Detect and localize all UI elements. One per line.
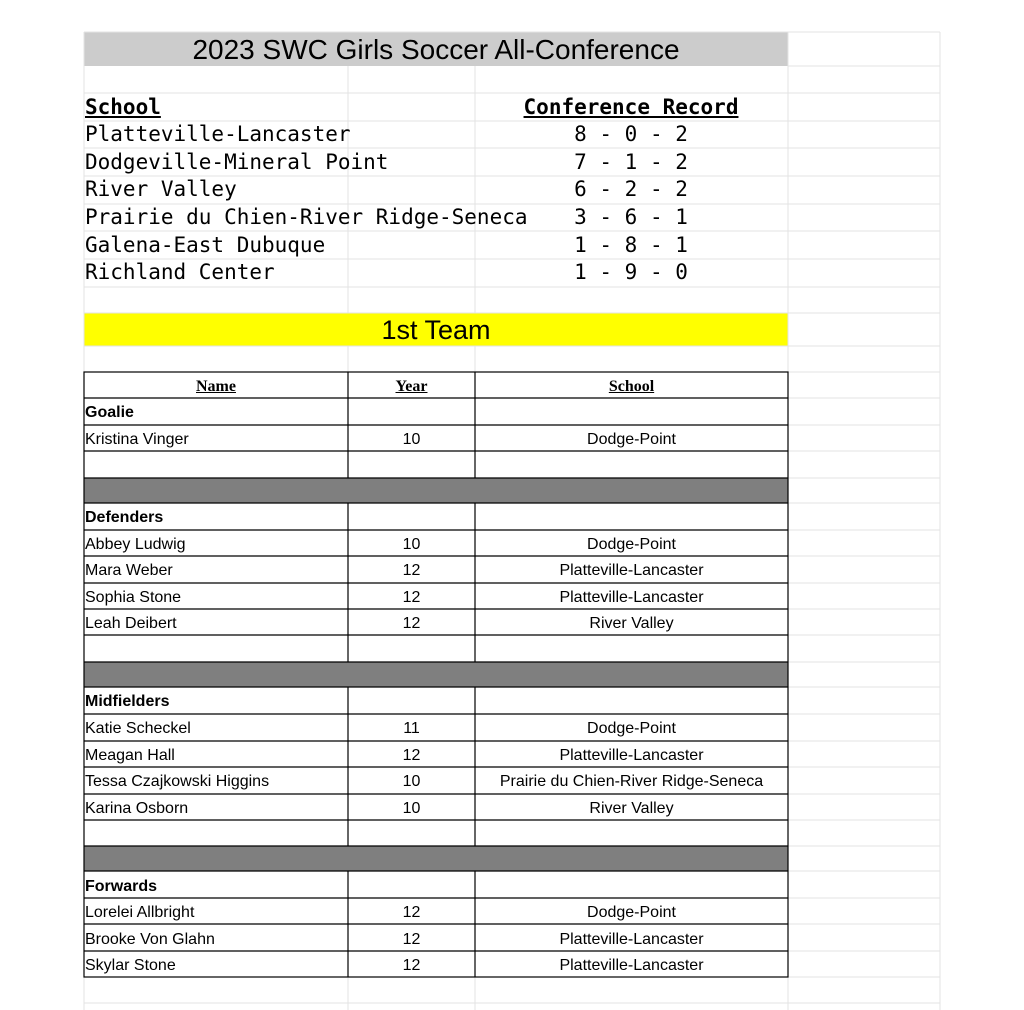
- player-year: 11: [403, 720, 420, 737]
- player-school: River Valley: [589, 800, 674, 817]
- player-year: 12: [402, 615, 421, 632]
- player-school: Dodge-Point: [587, 536, 676, 553]
- player-name: Leah Deibert: [85, 615, 177, 632]
- position-label-defenders: Defenders: [85, 509, 164, 526]
- section-divider: [84, 662, 788, 687]
- standings-record: 6 - 2 - 2: [574, 177, 688, 201]
- standings-school: Platteville-Lancaster: [85, 122, 351, 146]
- standings-school-header: School: [85, 95, 161, 119]
- standings-record: 1 - 8 - 1: [574, 233, 688, 257]
- position-label-midfielders: Midfielders: [85, 693, 170, 710]
- standings-record: 8 - 0 - 2: [574, 122, 688, 146]
- player-name: Brooke Von Glahn: [85, 931, 215, 948]
- roster-year-header: Year: [395, 378, 428, 395]
- player-name: Tessa Czajkowski Higgins: [85, 773, 270, 790]
- player-school: River Valley: [589, 615, 674, 632]
- player-name: Skylar Stone: [85, 957, 176, 974]
- player-name: Abbey Ludwig: [85, 536, 186, 553]
- player-school: Prairie du Chien-River Ridge-Seneca: [499, 773, 764, 790]
- standings-school: Richland Center: [85, 260, 275, 284]
- player-school: Dodge-Point: [587, 904, 676, 921]
- standings-record: 3 - 6 - 1: [574, 205, 688, 229]
- player-year: 10: [402, 536, 421, 553]
- roster-school-header: School: [608, 378, 655, 395]
- player-year: 12: [402, 931, 421, 948]
- standings-record-header: Conference Record: [523, 95, 739, 119]
- standings-school: River Valley: [85, 177, 237, 201]
- team-label: 1st Team: [381, 315, 491, 345]
- player-school: Platteville-Lancaster: [559, 562, 704, 579]
- player-year: 10: [402, 800, 421, 817]
- section-divider: [84, 478, 788, 503]
- standings-record: 1 - 9 - 0: [574, 260, 688, 284]
- player-school: Platteville-Lancaster: [559, 931, 704, 948]
- player-school: Platteville-Lancaster: [559, 957, 704, 974]
- player-year: 12: [402, 957, 421, 974]
- player-year: 10: [402, 773, 421, 790]
- player-year: 10: [402, 431, 421, 448]
- player-school: Dodge-Point: [587, 431, 676, 448]
- section-divider: [84, 846, 788, 871]
- position-label-forwards: Forwards: [85, 878, 158, 895]
- player-name: Kristina Vinger: [85, 431, 189, 448]
- standings-school: Dodgeville-Mineral Point: [85, 150, 389, 174]
- player-year: 12: [402, 904, 421, 921]
- player-name: Katie Scheckel: [85, 720, 191, 737]
- player-year: 12: [402, 562, 421, 579]
- player-year: 12: [402, 589, 421, 606]
- player-name: Mara Weber: [85, 562, 173, 579]
- position-label-goalie: Goalie: [85, 404, 134, 421]
- standings-record: 7 - 1 - 2: [574, 150, 688, 174]
- player-name: Meagan Hall: [85, 747, 175, 764]
- player-name: Sophia Stone: [85, 589, 182, 606]
- player-name: Lorelei Allbright: [85, 904, 195, 921]
- player-name: Karina Osborn: [85, 800, 189, 817]
- standings-school: Galena-East Dubuque: [85, 233, 326, 257]
- player-year: 12: [402, 747, 421, 764]
- standings-school: Prairie du Chien-River Ridge-Seneca: [85, 205, 528, 229]
- player-school: Platteville-Lancaster: [559, 747, 704, 764]
- roster-name-header: Name: [196, 378, 236, 395]
- player-school: Dodge-Point: [587, 720, 676, 737]
- page-title: 2023 SWC Girls Soccer All-Conference: [192, 34, 680, 65]
- player-school: Platteville-Lancaster: [559, 589, 704, 606]
